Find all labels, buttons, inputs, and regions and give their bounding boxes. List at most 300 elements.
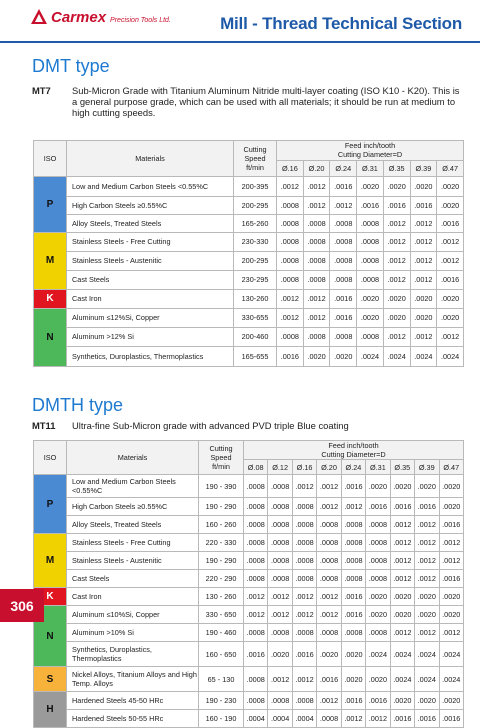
dmt-table <box>33 140 464 367</box>
feed-cell: .0008 <box>330 270 357 289</box>
diameter-header: Ø.24 <box>330 160 357 176</box>
feed-cell: .0016 <box>437 214 464 232</box>
feed-cell: .0016 <box>390 498 414 516</box>
feed-cell: .0012 <box>292 588 316 606</box>
feed-cell: .0012 <box>292 475 316 498</box>
feed-cell: .0016 <box>341 588 365 606</box>
iso-group-N: N <box>34 308 67 366</box>
speed-cell: 200-460 <box>234 327 277 346</box>
section-title: Mill - Thread Technical Section <box>220 14 462 33</box>
page-number: 306 <box>0 589 44 622</box>
diameter-header: Ø.35 <box>390 460 414 475</box>
feed-cell: .0012 <box>439 534 464 552</box>
speed-cell: 190 - 460 <box>199 624 244 642</box>
speed-cell: 190 - 390 <box>199 475 244 498</box>
speed-cell: 190 - 290 <box>199 552 244 570</box>
feed-cell: .0012 <box>390 516 414 534</box>
speed-cell: 160 - 260 <box>199 516 244 534</box>
feed-cell: .0008 <box>277 327 304 346</box>
speed-cell: 130 - 260 <box>199 588 244 606</box>
feed-cell: .0016 <box>317 667 341 692</box>
speed-cell: 200-295 <box>234 251 277 270</box>
feed-cell: .0008 <box>244 475 268 498</box>
table-row <box>34 516 464 534</box>
feed-cell: .0012 <box>292 667 316 692</box>
material-cell: Synthetics, Duroplastics, Thermoplastics <box>67 346 234 366</box>
feed-header <box>277 141 464 161</box>
brand-logo <box>30 8 171 26</box>
feed-cell: .0012 <box>277 289 304 308</box>
material-cell: Alloy Steels, Treated Steels <box>67 214 234 232</box>
table-row <box>34 498 464 516</box>
iso-group-K: K <box>34 289 67 308</box>
feed-cell: .0016 <box>341 692 365 710</box>
feed-cell: .0016 <box>341 606 365 624</box>
feed-cell: .0012 <box>268 606 292 624</box>
feed-cell: .0008 <box>244 624 268 642</box>
feed-cell: .0016 <box>415 710 439 728</box>
material-cell: Low and Medium Carbon Steels <0.55%C <box>67 475 199 498</box>
feed-cell: .0008 <box>366 552 390 570</box>
feed-cell: .0008 <box>357 232 384 251</box>
speed-cell: 130-260 <box>234 289 277 308</box>
feed-cell: .0008 <box>303 270 330 289</box>
feed-cell: .0008 <box>292 624 316 642</box>
feed-cell: .0012 <box>277 176 304 196</box>
feed-cell: .0012 <box>415 624 439 642</box>
feed-cell: .0008 <box>292 534 316 552</box>
table-row <box>34 308 464 327</box>
feed-cell: .0008 <box>303 251 330 270</box>
material-cell: Stainless Steels - Austenitic <box>67 552 199 570</box>
feed-cell: .0024 <box>415 642 439 667</box>
feed-cell: .0012 <box>244 606 268 624</box>
iso-header: ISO <box>34 441 67 475</box>
speed-cell: 165-655 <box>234 346 277 366</box>
feed-cell: .0012 <box>390 552 414 570</box>
feed-cell: .0016 <box>439 570 464 588</box>
feed-cell: .0008 <box>268 624 292 642</box>
feed-cell: .0024 <box>390 667 414 692</box>
feed-cell: .0008 <box>244 516 268 534</box>
iso-group-P: P <box>34 176 67 232</box>
speed-label: Cutting Speed <box>243 144 267 163</box>
dmth-description <box>32 420 462 432</box>
material-cell: High Carbon Steels ≥0.55%C <box>67 498 199 516</box>
table-row <box>34 570 464 588</box>
feed-cell: .0012 <box>303 289 330 308</box>
feed-cell: .0012 <box>341 710 365 728</box>
feed-cell: .0012 <box>317 475 341 498</box>
feed-cell: .0020 <box>357 308 384 327</box>
feed-cell: .0020 <box>439 692 464 710</box>
feed-cell: .0020 <box>383 176 410 196</box>
table-row <box>34 534 464 552</box>
table-row <box>34 588 464 606</box>
header-divider <box>0 41 480 43</box>
feed-cell: .0020 <box>390 588 414 606</box>
speed-cell: 220 - 290 <box>199 570 244 588</box>
feed-cell: .0016 <box>410 196 437 214</box>
iso-group-P: P <box>34 475 67 534</box>
feed-cell: .0020 <box>415 475 439 498</box>
feed-cell: .0020 <box>383 289 410 308</box>
feed-cell: .0024 <box>383 346 410 366</box>
feed-cell: .0012 <box>390 570 414 588</box>
table-row <box>34 270 464 289</box>
feed-cell: .0012 <box>268 667 292 692</box>
feed-cell: .0012 <box>366 710 390 728</box>
feed-cell: .0008 <box>317 552 341 570</box>
feed-cell: .0008 <box>330 251 357 270</box>
feed-cell: .0008 <box>244 667 268 692</box>
feed-cell: .0020 <box>341 667 365 692</box>
feed-cell: .0012 <box>317 588 341 606</box>
feed-cell: .0008 <box>357 270 384 289</box>
feed-cell: .0012 <box>383 251 410 270</box>
feed-cell: .0020 <box>357 289 384 308</box>
feed-cell: .0012 <box>383 327 410 346</box>
feed-header <box>244 441 464 460</box>
brand-sub: Precision Tools Ltd. <box>110 16 171 24</box>
dmth-table <box>33 440 464 728</box>
material-cell: Hardened Steels 50-55 HRc <box>67 710 199 728</box>
dmt-description <box>32 85 462 121</box>
feed-cell: .0012 <box>383 214 410 232</box>
feed-cell: .0012 <box>415 552 439 570</box>
diameter-header: Ø.20 <box>317 460 341 475</box>
feed-cell: .0020 <box>439 588 464 606</box>
feed-cell: .0008 <box>277 196 304 214</box>
feed-cell: .0012 <box>303 176 330 196</box>
feed-cell: .0012 <box>317 606 341 624</box>
feed-cell: .0020 <box>410 308 437 327</box>
diameter-header: Ø.31 <box>357 160 384 176</box>
table-row <box>34 710 464 728</box>
feed-cell: .0016 <box>439 710 464 728</box>
feed-cell: .0016 <box>292 642 316 667</box>
table-row <box>34 289 464 308</box>
feed-cell: .0016 <box>330 308 357 327</box>
feed-cell: .0016 <box>330 176 357 196</box>
table-row <box>34 606 464 624</box>
feed-cell: .0020 <box>439 606 464 624</box>
feed-cell: .0016 <box>439 516 464 534</box>
speed-header <box>234 141 277 177</box>
feed-cell: .0008 <box>357 251 384 270</box>
feed-cell: .0012 <box>277 308 304 327</box>
feed-cell: .0012 <box>410 270 437 289</box>
feed-cell: .0008 <box>244 692 268 710</box>
diameter-header: Ø.20 <box>303 160 330 176</box>
feed-cell: .0008 <box>292 552 316 570</box>
feed-cell: .0004 <box>268 710 292 728</box>
feed-cell: .0008 <box>366 516 390 534</box>
feed-cell: .0020 <box>415 692 439 710</box>
diameter-header: Ø.24 <box>341 460 365 475</box>
diameter-header: Ø.08 <box>244 460 268 475</box>
speed-cell: 230-295 <box>234 270 277 289</box>
feed-cell: .0024 <box>437 346 464 366</box>
feed-cell: .0004 <box>292 710 316 728</box>
feed-cell: .0008 <box>244 534 268 552</box>
feed-cell: .0008 <box>268 552 292 570</box>
iso-group-S: S <box>34 667 67 692</box>
feed-cell: .0020 <box>410 289 437 308</box>
material-cell: Cast Iron <box>67 588 199 606</box>
feed-cell: .0016 <box>244 642 268 667</box>
table-row <box>34 642 464 667</box>
feed-cell: .0008 <box>268 570 292 588</box>
diameter-header: Ø.35 <box>383 160 410 176</box>
table-row <box>34 346 464 366</box>
table-row <box>34 327 464 346</box>
feed-cell: .0008 <box>268 475 292 498</box>
diameter-header: Ø.12 <box>268 460 292 475</box>
material-cell: Aluminum >10% Si <box>67 624 199 642</box>
feed-cell: .0012 <box>303 196 330 214</box>
table-row <box>34 552 464 570</box>
feed-cell: .0008 <box>330 327 357 346</box>
feed-cell: .0008 <box>268 534 292 552</box>
feed-cell: .0016 <box>330 289 357 308</box>
feed-cell: .0012 <box>415 534 439 552</box>
feed-cell: .0008 <box>277 251 304 270</box>
feed-cell: .0020 <box>437 308 464 327</box>
feed-cell: .0016 <box>383 196 410 214</box>
feed-cell: .0008 <box>366 534 390 552</box>
dmth-code: MT11 <box>32 420 56 431</box>
feed-cell: .0012 <box>415 516 439 534</box>
feed-cell: .0008 <box>277 232 304 251</box>
table-row <box>34 232 464 251</box>
feed-cell: .0020 <box>410 176 437 196</box>
table-row <box>34 176 464 196</box>
table-row <box>34 624 464 642</box>
feed-cell: .0020 <box>366 606 390 624</box>
table-row <box>34 214 464 232</box>
feed-cell: .0008 <box>341 624 365 642</box>
feed-cell: .0008 <box>341 534 365 552</box>
feed-cell: .0008 <box>292 692 316 710</box>
material-cell: Alloy Steels, Treated Steels <box>67 516 199 534</box>
feed-cell: .0020 <box>303 346 330 366</box>
feed-cell: .0008 <box>303 232 330 251</box>
feed-cell: .0024 <box>415 667 439 692</box>
feed-cell: .0020 <box>437 289 464 308</box>
feed-cell: .0012 <box>383 232 410 251</box>
iso-group-M: M <box>34 534 67 588</box>
diameter-header: Ø.16 <box>277 160 304 176</box>
materials-header: Materials <box>67 441 199 475</box>
table-row <box>34 196 464 214</box>
feed-cell: .0012 <box>439 624 464 642</box>
feed-cell: .0008 <box>268 692 292 710</box>
feed-cell: .0020 <box>317 642 341 667</box>
feed-cell: .0012 <box>410 232 437 251</box>
feed-cell: .0016 <box>366 498 390 516</box>
feed-cell: .0008 <box>244 498 268 516</box>
feed-cell: .0024 <box>439 667 464 692</box>
feed-cell: .0020 <box>341 642 365 667</box>
feed-cell: .0008 <box>317 534 341 552</box>
material-cell: High Carbon Steels ≥0.55%C <box>67 196 234 214</box>
speed-unit: ft/min <box>246 162 264 172</box>
iso-header: ISO <box>34 141 67 177</box>
material-cell: Stainless Steels - Austenitic <box>67 251 234 270</box>
feed-cell: .0016 <box>277 346 304 366</box>
feed-cell: .0020 <box>437 196 464 214</box>
feed-cell: .0012 <box>437 327 464 346</box>
feed-cell: .0024 <box>410 346 437 366</box>
speed-cell: 200-295 <box>234 196 277 214</box>
speed-cell: 230-330 <box>234 232 277 251</box>
feed-cell: .0012 <box>437 251 464 270</box>
page-header <box>0 0 480 46</box>
feed-cell: .0012 <box>437 232 464 251</box>
diameter-header: Ø.47 <box>437 160 464 176</box>
feed-cell: .0008 <box>357 327 384 346</box>
material-cell: Aluminum ≤12%Si, Copper <box>67 308 234 327</box>
feed-cell: .0008 <box>366 570 390 588</box>
feed-cell: .0016 <box>390 710 414 728</box>
iso-group-H: H <box>34 692 67 728</box>
feed-cell: .0008 <box>317 516 341 534</box>
feed-cell: .0008 <box>268 498 292 516</box>
feed-cell: .0008 <box>341 570 365 588</box>
feed-cell: .0020 <box>330 346 357 366</box>
feed-cell: .0008 <box>341 516 365 534</box>
feed-cell: .0008 <box>292 498 316 516</box>
feed-cell: .0020 <box>366 475 390 498</box>
diameter-header: Ø.47 <box>439 460 464 475</box>
material-cell: Aluminum ≤10%Si, Copper <box>67 606 199 624</box>
feed-cell: .0020 <box>415 606 439 624</box>
table-row <box>34 667 464 692</box>
carmex-logo-icon <box>30 8 48 26</box>
diameter-header: Ø.16 <box>292 460 316 475</box>
feed-cell: .0012 <box>410 327 437 346</box>
feed-cell: .0012 <box>390 534 414 552</box>
speed-label: Cutting Speed <box>209 444 233 463</box>
feed-cell: .0008 <box>303 214 330 232</box>
feed-cell: .0012 <box>410 214 437 232</box>
feed-cell: .0012 <box>244 588 268 606</box>
feed-cell: .0020 <box>383 308 410 327</box>
feed-cell: .0024 <box>390 642 414 667</box>
feed-label: Feed inch/tooth <box>328 441 379 450</box>
feed-cell: .0012 <box>303 308 330 327</box>
feed-cell: .0020 <box>268 642 292 667</box>
header-row <box>34 441 464 460</box>
speed-cell: 65 - 130 <box>199 667 244 692</box>
feed-cell: .0008 <box>244 552 268 570</box>
speed-cell: 190 - 230 <box>199 692 244 710</box>
feed-cell: .0008 <box>357 214 384 232</box>
feed-sub: Cutting Diameter=D <box>321 450 386 459</box>
feed-cell: .0008 <box>317 624 341 642</box>
feed-sub: Cutting Diameter=D <box>337 150 403 160</box>
feed-cell: .0008 <box>292 516 316 534</box>
feed-cell: .0016 <box>341 475 365 498</box>
dmt-code: MT7 <box>32 85 51 96</box>
feed-cell: .0008 <box>317 710 341 728</box>
speed-cell: 160 - 650 <box>199 642 244 667</box>
feed-cell: .0012 <box>415 570 439 588</box>
material-cell: Nickel Alloys, Titanium Alloys and High Temp. Alloys <box>67 667 199 692</box>
material-cell: Hardened Steels 45-50 HRc <box>67 692 199 710</box>
feed-cell: .0016 <box>415 498 439 516</box>
feed-cell: .0012 <box>390 624 414 642</box>
diameter-header: Ø.31 <box>366 460 390 475</box>
feed-cell: .0020 <box>439 475 464 498</box>
dmth-desc-text: Ultra-fine Sub-Micron grade with advanced PVD triple Blue coating <box>72 420 349 431</box>
speed-cell: 160 - 190 <box>199 710 244 728</box>
feed-cell: .0016 <box>366 692 390 710</box>
material-cell: Synthetics, Duroplastics, Thermoplastics <box>67 642 199 667</box>
header-row <box>34 141 464 161</box>
feed-cell: .0008 <box>330 214 357 232</box>
feed-cell: .0008 <box>366 624 390 642</box>
feed-cell: .0008 <box>244 570 268 588</box>
feed-cell: .0020 <box>439 498 464 516</box>
feed-cell: .0004 <box>244 710 268 728</box>
feed-cell: .0012 <box>292 606 316 624</box>
feed-cell: .0012 <box>317 498 341 516</box>
table-row <box>34 692 464 710</box>
speed-cell: 220 - 330 <box>199 534 244 552</box>
feed-cell: .0012 <box>268 588 292 606</box>
feed-cell: .0012 <box>439 552 464 570</box>
feed-label: Feed inch/tooth <box>344 141 396 151</box>
feed-cell: .0012 <box>383 270 410 289</box>
speed-cell: 330 - 650 <box>199 606 244 624</box>
feed-cell: .0020 <box>390 606 414 624</box>
material-cell: Stainless Steels - Free Cutting <box>67 232 234 251</box>
feed-cell: .0012 <box>410 251 437 270</box>
material-cell: Aluminum >12% Si <box>67 327 234 346</box>
feed-cell: .0020 <box>366 588 390 606</box>
materials-header: Materials <box>67 141 234 177</box>
dmt-desc-text: Sub-Micron Grade with Titanium Aluminum Nitride multi-layer coating (ISO K10 - K20). This is a general purpose grade, which can be used with all materials; it should be run at medium to high cutting speeds. <box>72 85 460 118</box>
table-row <box>34 475 464 498</box>
speed-unit: ft/min <box>212 462 230 472</box>
iso-group-M: M <box>34 232 67 289</box>
material-cell: Cast Iron <box>67 289 234 308</box>
feed-cell: .0020 <box>357 176 384 196</box>
speed-cell: 190 - 290 <box>199 498 244 516</box>
feed-cell: .0008 <box>268 516 292 534</box>
feed-cell: .0008 <box>292 570 316 588</box>
iso-group-N: N <box>34 606 67 667</box>
feed-cell: .0016 <box>437 270 464 289</box>
material-cell: Cast Steels <box>67 270 234 289</box>
feed-cell: .0024 <box>439 642 464 667</box>
feed-cell: .0008 <box>303 327 330 346</box>
diameter-header: Ø.39 <box>415 460 439 475</box>
feed-cell: .0008 <box>277 270 304 289</box>
iso-group-K: K <box>34 588 67 606</box>
feed-cell: .0020 <box>437 176 464 196</box>
feed-cell: .0020 <box>390 692 414 710</box>
feed-cell: .0008 <box>341 552 365 570</box>
feed-cell: .0024 <box>357 346 384 366</box>
speed-cell: 330-655 <box>234 308 277 327</box>
feed-cell: .0020 <box>390 475 414 498</box>
brand-name: Carmex <box>51 8 107 26</box>
material-cell: Cast Steels <box>67 570 199 588</box>
feed-cell: .0012 <box>330 196 357 214</box>
